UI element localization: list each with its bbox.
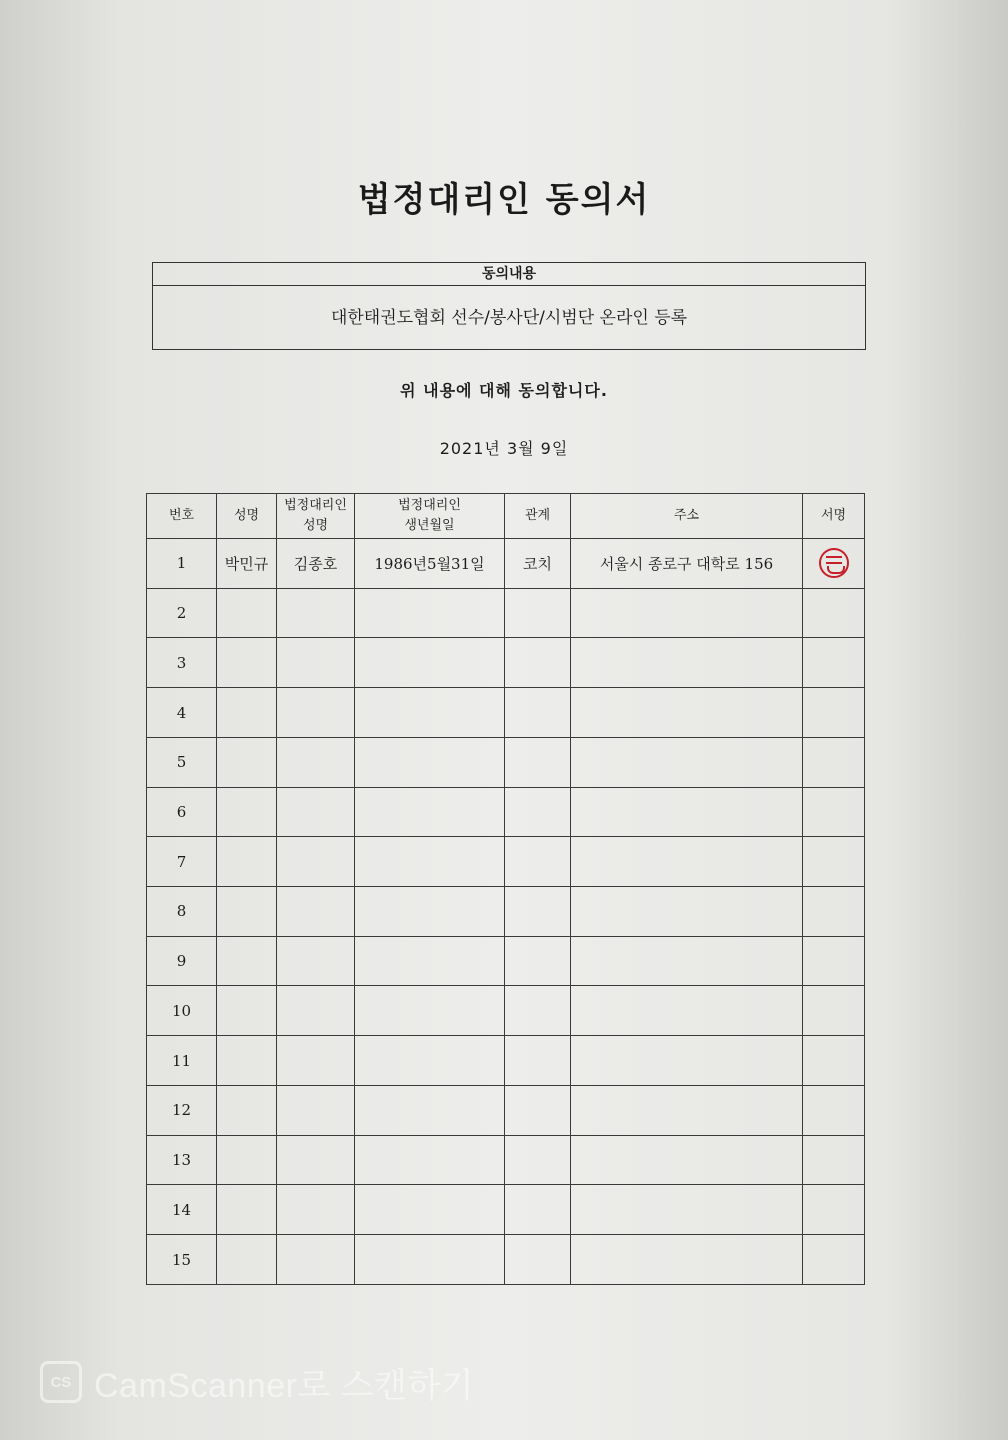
table-row: [147, 986, 865, 1036]
cell-address: [571, 638, 803, 688]
table-row: [147, 1085, 865, 1135]
table-row: [147, 936, 865, 986]
header-guardian-line2: 성명: [302, 518, 329, 533]
header-no: 번호: [147, 494, 217, 539]
table-header-row: [147, 494, 865, 539]
cell-relation: 코치: [505, 539, 571, 589]
cell-signature: [803, 638, 865, 688]
cell-birth: [355, 737, 505, 787]
table-row: [147, 837, 865, 887]
cell-participant-name: [217, 936, 277, 986]
cell-relation: [505, 1036, 571, 1086]
cell-participant-name: [217, 737, 277, 787]
cell-relation: [505, 837, 571, 887]
cell-signature: [803, 737, 865, 787]
table-row: [147, 737, 865, 787]
cell-birth: [355, 837, 505, 887]
cell-row-number: 1: [147, 539, 217, 589]
cell-row-number: 4: [147, 688, 217, 738]
cell-birth: [355, 787, 505, 837]
cell-signature: [803, 837, 865, 887]
cell-signature: [803, 1036, 865, 1086]
cell-birth: [355, 638, 505, 688]
cell-address: [571, 1036, 803, 1086]
cell-address: [571, 588, 803, 638]
consent-text: 대한태권도협회 선수/봉사단/시범단 온라인 등록: [330, 308, 688, 328]
cell-participant-name: [217, 688, 277, 738]
cell-participant-name: [217, 1185, 277, 1235]
cell-relation: [505, 787, 571, 837]
cell-relation: [505, 887, 571, 937]
cell-relation: [505, 1085, 571, 1135]
cell-guardian: [277, 737, 355, 787]
cell-signature: [803, 1085, 865, 1135]
cell-address: [571, 837, 803, 887]
cell-participant-name: [217, 887, 277, 937]
cell-address: [571, 1235, 803, 1285]
cell-participant-name: [217, 1235, 277, 1285]
cell-birth: [355, 688, 505, 738]
table-row: [147, 1185, 865, 1235]
cell-row-number: 3: [147, 638, 217, 688]
cell-relation: [505, 588, 571, 638]
cell-signature: [803, 787, 865, 837]
cell-participant-name: [217, 1036, 277, 1086]
cell-row-number: 12: [147, 1085, 217, 1135]
cell-participant-name: [217, 1135, 277, 1185]
cell-birth: [355, 936, 505, 986]
cell-address: 서울시 종로구 대학로 156: [571, 539, 803, 589]
cell-address: [571, 688, 803, 738]
watermark-text: CamScanner로 스캔하기: [94, 1366, 475, 1405]
cell-guardian: [277, 1036, 355, 1086]
cell-relation: [505, 737, 571, 787]
table-row: [147, 588, 865, 638]
cell-relation: [505, 1135, 571, 1185]
cell-signature: [803, 887, 865, 937]
cell-guardian: [277, 638, 355, 688]
cell-row-number: 13: [147, 1135, 217, 1185]
header-address: 주소: [571, 494, 803, 539]
cell-guardian: [277, 1085, 355, 1135]
cell-signature: [803, 936, 865, 986]
cell-row-number: 2: [147, 588, 217, 638]
agreement-statement: 위 내용에 대해 동의합니다.: [400, 381, 608, 400]
cell-signature: [803, 539, 865, 589]
cell-address: [571, 1185, 803, 1235]
cell-relation: [505, 638, 571, 688]
cell-guardian: [277, 1185, 355, 1235]
header-name: 성명: [217, 494, 277, 539]
cell-relation: [505, 1235, 571, 1285]
cell-birth: [355, 1235, 505, 1285]
cell-birth: [355, 1036, 505, 1086]
cell-guardian: [277, 1235, 355, 1285]
header-guardian-line1: 법정대리인: [284, 498, 347, 513]
guardian-consent-table: [146, 493, 865, 1285]
cell-row-number: 15: [147, 1235, 217, 1285]
cell-participant-name: [217, 837, 277, 887]
cell-row-number: 5: [147, 737, 217, 787]
cell-relation: [505, 936, 571, 986]
red-seal-stamp-icon: [819, 548, 849, 578]
cell-guardian: [277, 1135, 355, 1185]
cell-address: [571, 936, 803, 986]
cell-guardian: [277, 936, 355, 986]
cell-participant-name: [217, 787, 277, 837]
consent-header: 동의내용: [153, 263, 865, 286]
document-title: 법정대리인 동의서: [357, 180, 651, 220]
cell-address: [571, 1085, 803, 1135]
cell-row-number: 6: [147, 787, 217, 837]
cell-row-number: 7: [147, 837, 217, 887]
cell-signature: [803, 688, 865, 738]
cell-birth: [355, 986, 505, 1036]
cell-birth: [355, 1185, 505, 1235]
cell-guardian: [277, 588, 355, 638]
cell-participant-name: 박민규: [217, 539, 277, 589]
cell-signature: [803, 588, 865, 638]
cell-row-number: 10: [147, 986, 217, 1036]
cell-birth: [355, 887, 505, 937]
cell-row-number: 8: [147, 887, 217, 937]
cell-row-number: 14: [147, 1185, 217, 1235]
consent-box: [152, 262, 866, 350]
cell-address: [571, 787, 803, 837]
table-row: [147, 787, 865, 837]
table-row: [147, 688, 865, 738]
cell-address: [571, 1135, 803, 1185]
cell-participant-name: [217, 588, 277, 638]
cell-birth: 1986년5월31일: [355, 539, 505, 589]
header-birth-line2: 생년월일: [404, 518, 455, 533]
cell-row-number: 11: [147, 1036, 217, 1086]
table-row: [147, 539, 865, 589]
cell-birth: [355, 1085, 505, 1135]
signing-date: 2021년 3월 9일: [439, 439, 569, 458]
header-birth-line1: 법정대리인: [398, 498, 461, 513]
camscanner-logo-icon: CS: [40, 1361, 82, 1403]
table-row: [147, 887, 865, 937]
cell-guardian: [277, 887, 355, 937]
cell-guardian: [277, 688, 355, 738]
cell-relation: [505, 1185, 571, 1235]
cell-row-number: 9: [147, 936, 217, 986]
cell-participant-name: [217, 1085, 277, 1135]
camscanner-watermark: [40, 1360, 474, 1404]
table-row: [147, 1036, 865, 1086]
cell-signature: [803, 986, 865, 1036]
header-relation: 관계: [505, 494, 571, 539]
cell-signature: [803, 1185, 865, 1235]
header-signature: 서명: [803, 494, 865, 539]
cell-participant-name: [217, 638, 277, 688]
cell-participant-name: [217, 986, 277, 1036]
cell-guardian: [277, 837, 355, 887]
header-guardian-birth: [355, 494, 505, 539]
cell-signature: [803, 1135, 865, 1185]
cell-birth: [355, 588, 505, 638]
cell-address: [571, 986, 803, 1036]
cell-guardian: [277, 787, 355, 837]
table-row: [147, 1135, 865, 1185]
table-row: [147, 1235, 865, 1285]
cell-birth: [355, 1135, 505, 1185]
header-guardian-name: [277, 494, 355, 539]
cell-relation: [505, 688, 571, 738]
cell-signature: [803, 1235, 865, 1285]
cell-address: [571, 737, 803, 787]
cell-relation: [505, 986, 571, 1036]
cell-guardian: [277, 986, 355, 1036]
table-row: [147, 638, 865, 688]
cell-address: [571, 887, 803, 937]
cell-guardian: 김종호: [277, 539, 355, 589]
